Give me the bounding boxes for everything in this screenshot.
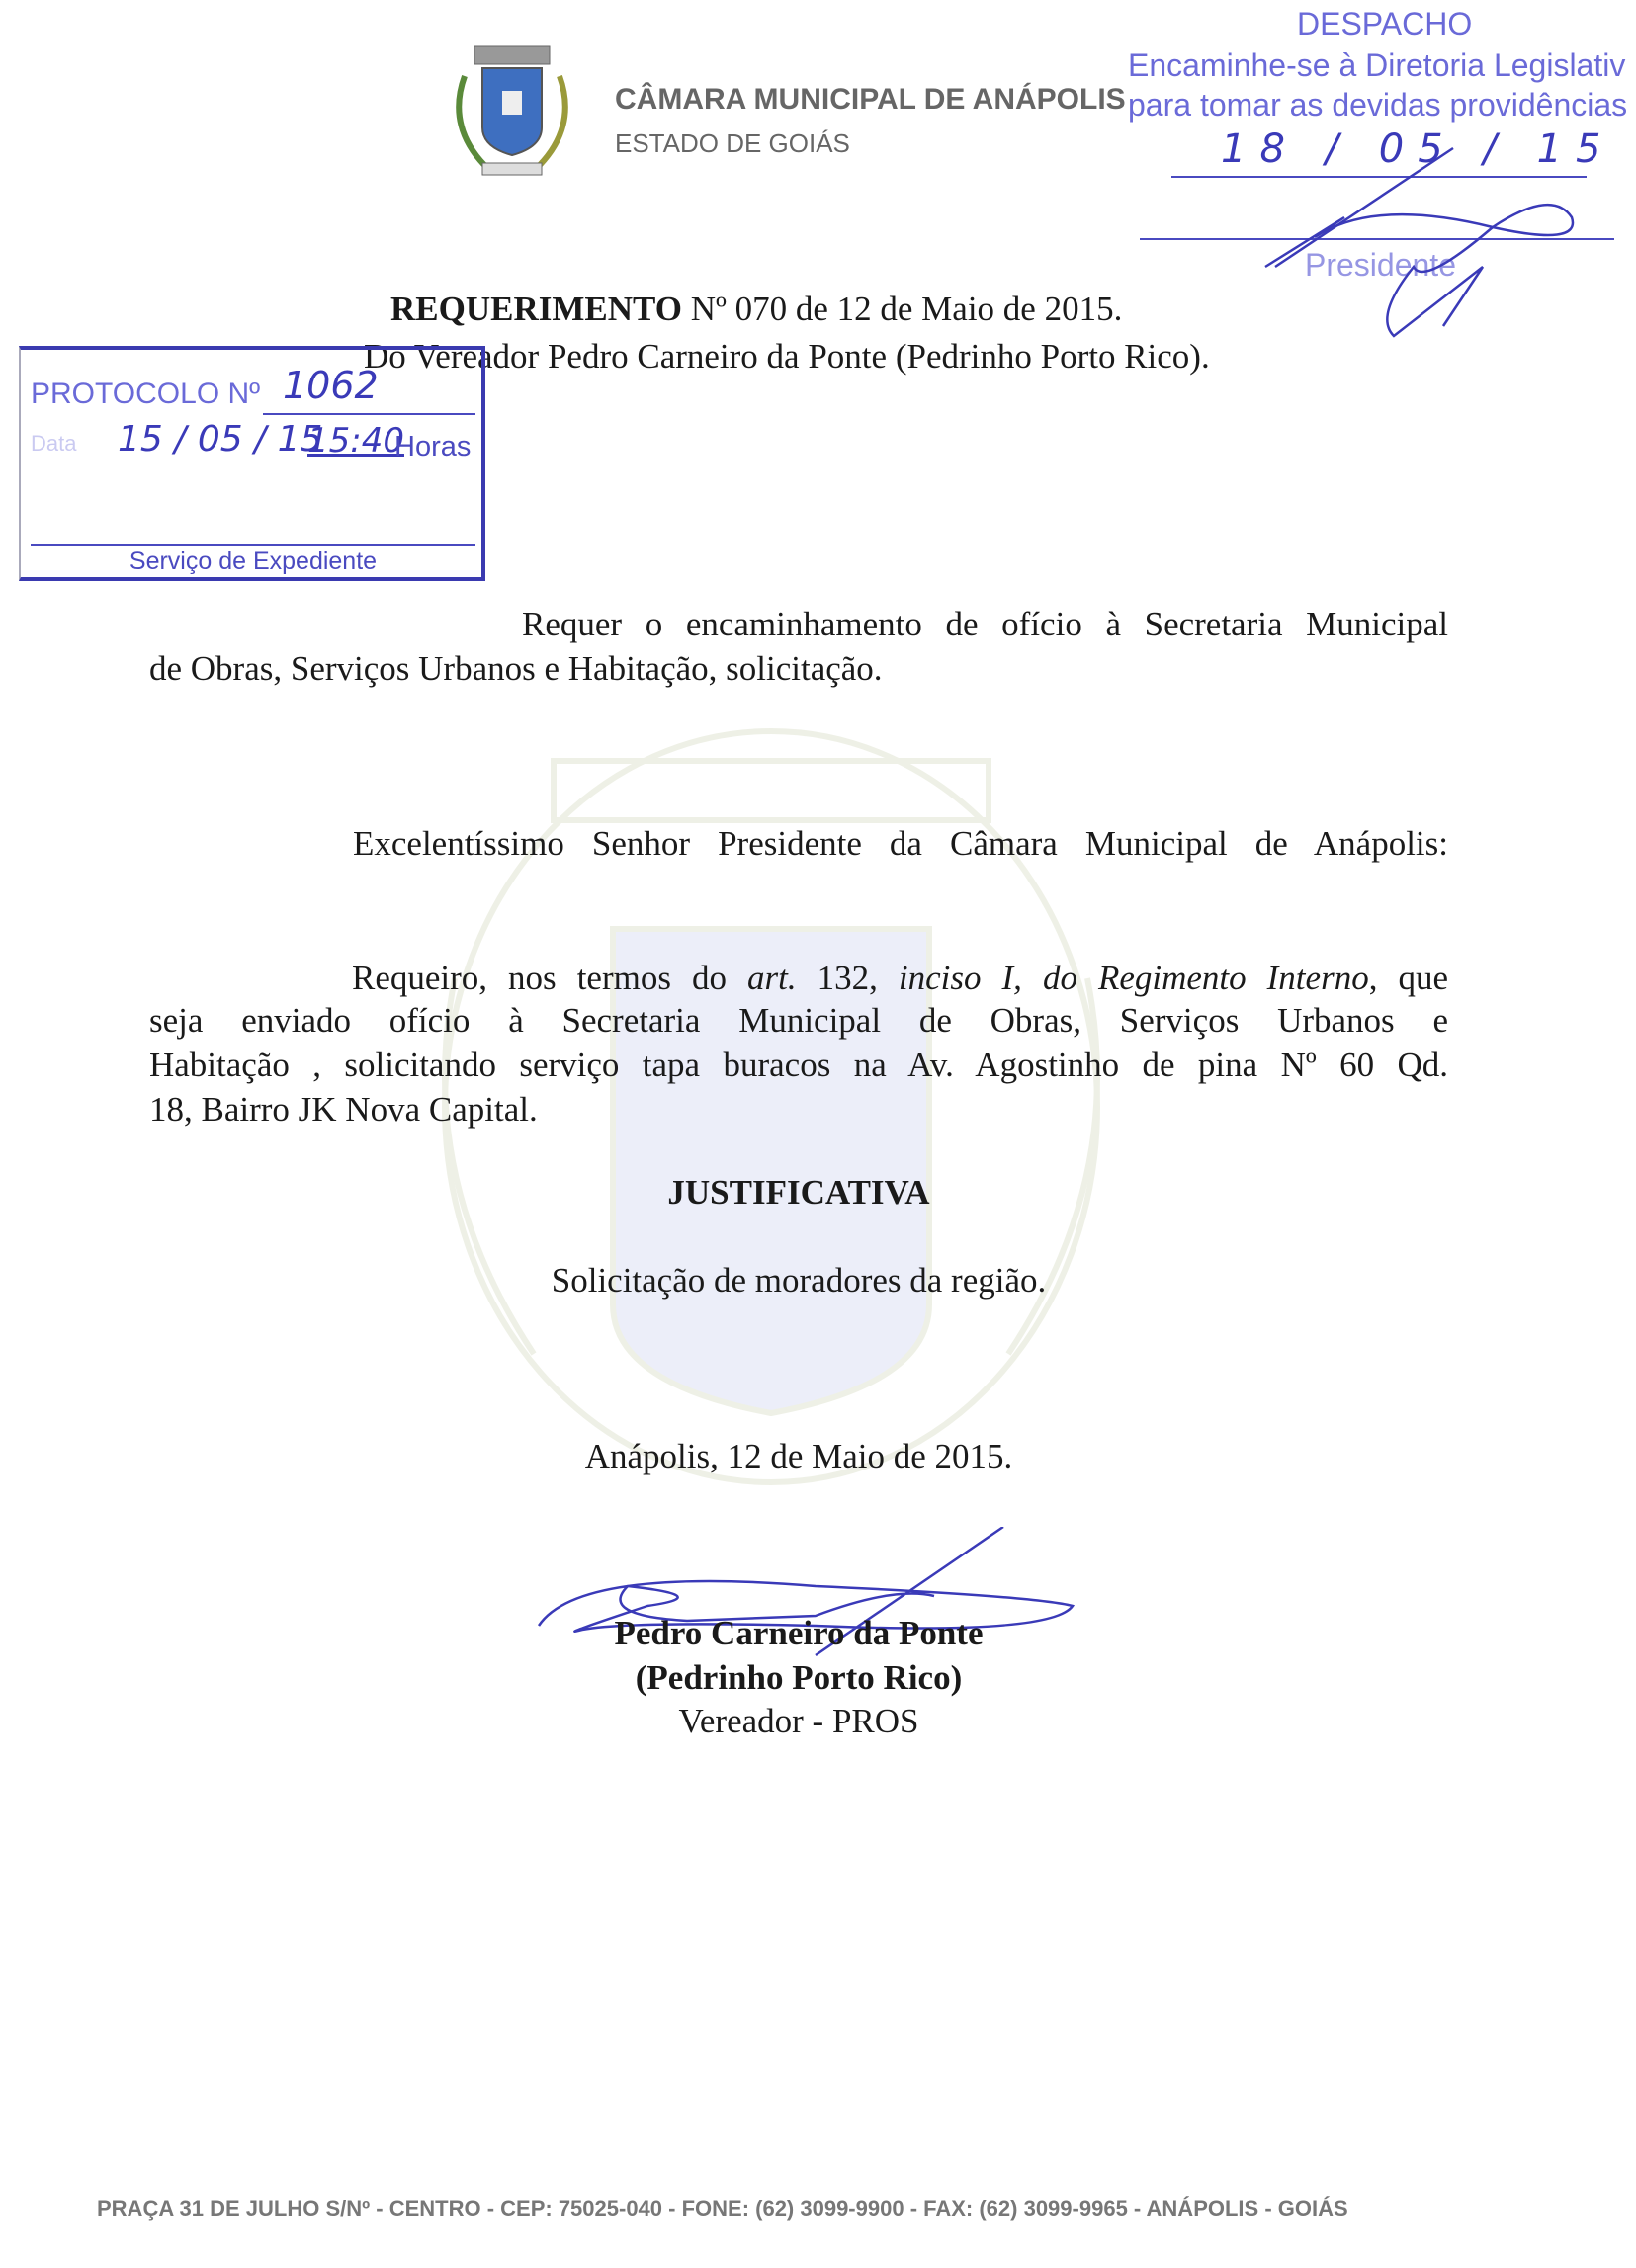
protocolo-number: 1062 — [283, 364, 379, 407]
document-title-bold: REQUERIMENTO — [390, 290, 682, 328]
protocolo-stamp — [19, 346, 485, 581]
request-line-1: Requeiro, nos termos do art. 132, inciso I, do Regimento Interno, que — [352, 959, 1449, 997]
request-line-2: seja enviado ofício à Secretaria Municipal de Obras, Serviços Urbanos e — [149, 1001, 1448, 1040]
document-title-rest: Nº 070 de 12 de Maio de 2015. — [681, 290, 1123, 328]
header-title: CÂMARA MUNICIPAL DE ANÁPOLIS — [615, 83, 1126, 116]
summary-line-1: Requer o encaminhamento de ofício à Secretaria Municipal — [522, 605, 1448, 643]
place-date: Anápolis, 12 de Maio de 2015. — [584, 1437, 1013, 1475]
signer-role: Vereador - PROS — [678, 1702, 919, 1740]
footer-address: PRAÇA 31 DE JULHO S/Nº - CENTRO - CEP: 75025-040 - FONE: (62) 3099-9900 - FAX: (62) 3099-9965 - ANÁPOLIS - GOIÁS — [97, 2196, 1348, 2221]
camara-logo-icon — [445, 37, 579, 185]
protocolo-date: 15 / 05 / 15 — [118, 419, 323, 460]
document-title — [390, 290, 1122, 329]
despacho-line2: para tomar as devidas providências — [1128, 87, 1628, 123]
header-subtitle: ESTADO DE GOIÁS — [615, 128, 850, 158]
summary-line-2: de Obras, Serviços Urbanos e Habitação, solicitação. — [149, 649, 883, 688]
protocolo-date-prefix: Data — [31, 431, 77, 456]
despacho-signature-label: Presidente — [1305, 247, 1456, 283]
signer-nickname: (Pedrinho Porto Rico) — [635, 1658, 963, 1697]
president-signature-icon — [1255, 128, 1611, 346]
justification-heading: JUSTIFICATIVA — [667, 1173, 930, 1212]
despacho-line1: Encaminhe-se à Diretoria Legislativ — [1128, 47, 1626, 83]
despacho-date: 18 / 05 / 15 — [1221, 126, 1615, 172]
request-line-3: Habitação , solicitando serviço tapa buracos na Av. Agostinho de pina Nº 60 Qd. — [149, 1046, 1448, 1084]
justification-text: Solicitação de moradores da região. — [551, 1261, 1047, 1300]
request-line-4: 18, Bairro JK Nova Capital. — [149, 1090, 538, 1129]
protocolo-footer: Serviço de Expediente — [129, 547, 378, 575]
signer-name: Pedro Carneiro da Ponte — [614, 1614, 984, 1652]
author-line: Do Vereador Pedro Carneiro da Ponte (Pedrinho Porto Rico). — [364, 337, 1210, 376]
protocolo-time-suffix: Horas — [394, 431, 472, 462]
despacho-title: DESPACHO — [1297, 6, 1473, 42]
protocolo-time: 15:40 — [307, 421, 404, 461]
salutation: Excelentíssimo Senhor Presidente da Câmara Municipal de Anápolis: — [353, 824, 1448, 863]
protocolo-label: PROTOCOLO Nº — [31, 378, 261, 410]
